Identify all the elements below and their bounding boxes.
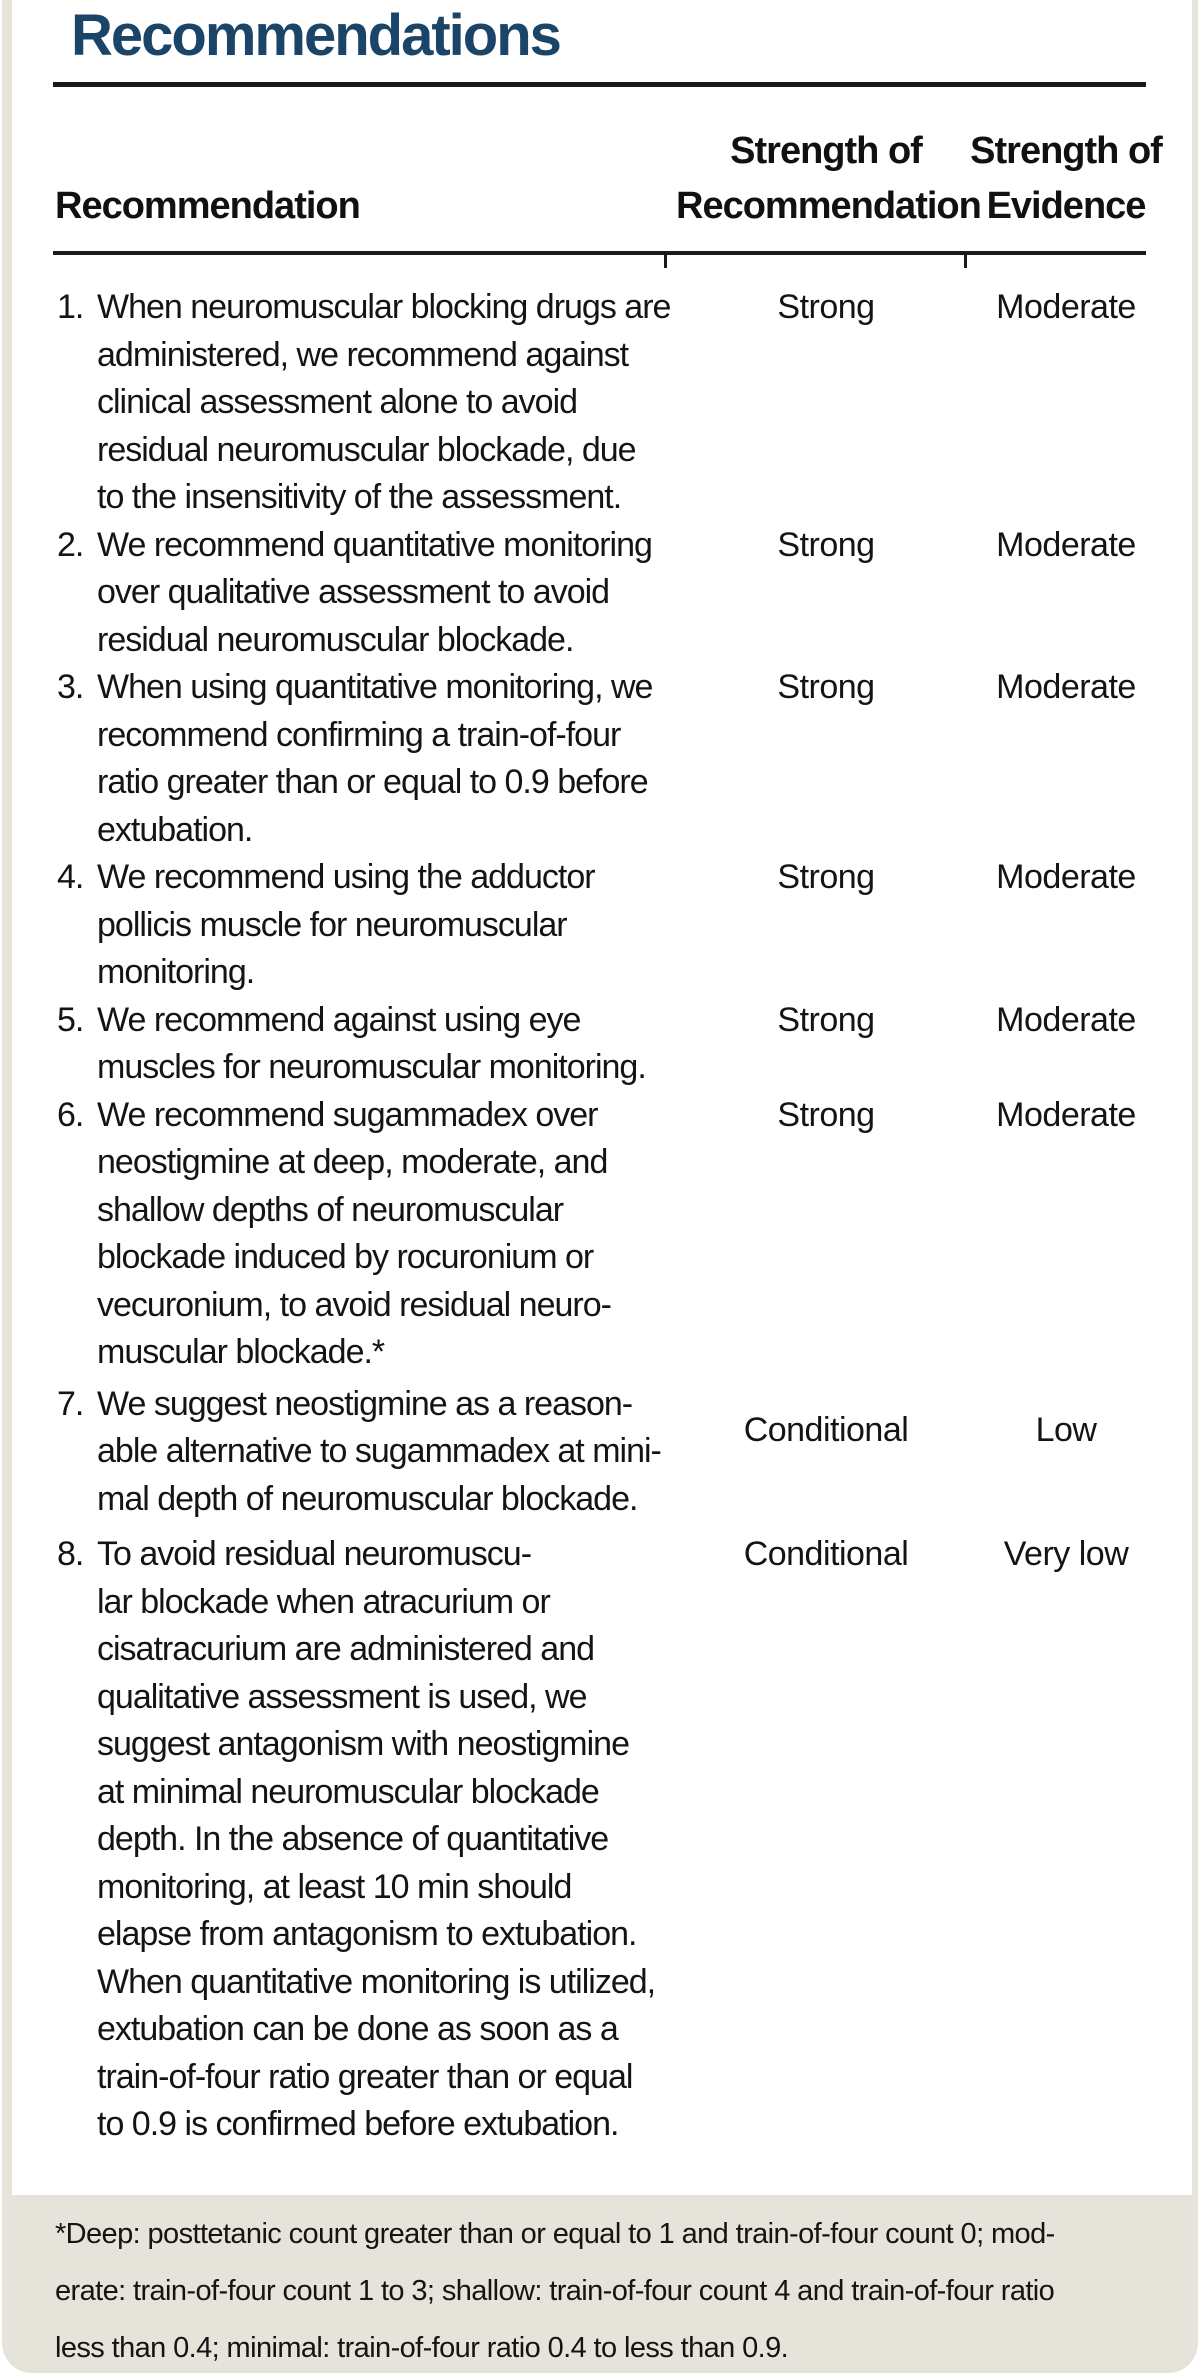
- strength-of-evidence-value: Low: [1035, 1410, 1097, 1449]
- strength-of-recommendation-value: Strong: [777, 858, 875, 896]
- table-row: [0, 664, 1200, 854]
- recommendation-text-line: ratio greater than or equal to 0.9 before: [97, 763, 648, 801]
- strength-of-recommendation-value: Strong: [777, 525, 875, 564]
- strength-of-evidence-value: Moderate: [996, 1095, 1136, 1134]
- column-header-line: Recommendation: [676, 185, 981, 227]
- recommendation-text-line: neostigmine at deep, moderate, and: [97, 1143, 608, 1181]
- table-rows: [0, 284, 1200, 2149]
- recommendation-text-line: depth. In the absence of quantitative: [97, 1820, 609, 1858]
- recommendation-text-line: lar blockade when atracurium or: [97, 1582, 550, 1621]
- recommendation-text-line: We recommend against using eye: [97, 1000, 581, 1039]
- strength-of-recommendation-value: Conditional: [743, 1410, 909, 1449]
- strength-of-evidence-value: Moderate: [996, 525, 1136, 564]
- recommendation-text-line: train-of-four ratio greater than or equal: [97, 2057, 633, 2096]
- row-number: 8.: [57, 1535, 84, 1573]
- row-number: 2.: [57, 525, 84, 564]
- column-divider-tick: [964, 251, 967, 268]
- column-divider-tick: [664, 251, 667, 268]
- recommendation-text-line: We recommend quantitative monitoring: [97, 525, 652, 564]
- recommendation-text-line: elapse from antagonism to extubation.: [97, 1915, 637, 1953]
- footnote: [55, 2206, 1055, 2377]
- strength-of-evidence-value: Moderate: [996, 1000, 1136, 1039]
- column-header-line: Strength of: [970, 130, 1162, 172]
- recommendation-text-line: muscular blockade.*: [97, 1333, 385, 1371]
- header-rule: [53, 251, 1146, 255]
- footnote-line: erate: train-of-four count 1 to 3; shallow: train-of-four count 4 and train-of-four ratio: [55, 2275, 1055, 2307]
- recommendation-text-line: monitoring.: [97, 953, 255, 991]
- column-header-strength-of-evidence: [956, 124, 1176, 234]
- strength-of-recommendation-value: Strong: [777, 288, 875, 326]
- footnote-line: *Deep: posttetanic count greater than or equal to 1 and train-of-four count 0; mod-: [55, 2218, 1055, 2250]
- recommendation-text-line: We suggest neostigmine as a reason-: [97, 1384, 633, 1423]
- column-header-recommendation: Recommendation: [55, 185, 360, 227]
- recommendation-text-line: cisatracurium are administered and: [97, 1630, 595, 1668]
- recommendation-text-line: extubation can be done as soon as a: [97, 2010, 618, 2048]
- recommendation-text-line: To avoid residual neuromuscu-: [97, 1535, 532, 1573]
- row-number: 1.: [57, 288, 84, 326]
- recommendation-text-line: blockade induced by rocuronium or: [97, 1238, 594, 1276]
- recommendation-text-line: qualitative assessment is used, we: [97, 1677, 587, 1716]
- recommendation-text-line: recommend confirming a train-of-four: [97, 715, 621, 754]
- top-rule: [53, 82, 1146, 87]
- strength-of-recommendation-value: Strong: [777, 1000, 875, 1039]
- strength-of-recommendation-value: Strong: [777, 1095, 875, 1134]
- recommendation-text-line: We recommend sugammadex over: [97, 1095, 598, 1134]
- strength-of-evidence-value: Moderate: [996, 858, 1136, 896]
- recommendation-text-line: When neuromuscular blocking drugs are: [97, 288, 671, 326]
- table-row: [0, 1092, 1200, 1377]
- strength-of-evidence-value: Moderate: [996, 668, 1136, 706]
- column-header-strength-of-recommendation: [676, 124, 981, 234]
- row-number: 6.: [57, 1095, 84, 1134]
- row-number: 3.: [57, 668, 84, 706]
- row-number: 7.: [57, 1384, 84, 1423]
- recommendation-text-line: to the insensitivity of the assessment.: [97, 478, 622, 516]
- strength-of-evidence-value: Moderate: [996, 288, 1136, 326]
- recommendation-text-line: suggest antagonism with neostigmine: [97, 1725, 629, 1763]
- recommendation-text-line: pollicis muscle for neuromuscular: [97, 905, 567, 944]
- strength-of-recommendation-value: Conditional: [743, 1535, 909, 1573]
- recommendation-text-line: residual neuromuscular blockade.: [97, 620, 574, 659]
- recommendation-text-line: residual neuromuscular blockade, due: [97, 430, 636, 469]
- recommendation-text-line: at minimal neuromuscular blockade: [97, 1772, 599, 1811]
- table-row: [0, 1381, 1200, 1524]
- strength-of-evidence-value: Very low: [1003, 1535, 1129, 1573]
- table-row: [0, 854, 1200, 997]
- column-header-line: Evidence: [986, 185, 1146, 227]
- recommendation-text-line: extubation.: [97, 810, 253, 849]
- recommendation-text-line: clinical assessment alone to avoid: [97, 383, 578, 421]
- recommendation-text-line: When quantitative monitoring is utilized,: [97, 1962, 656, 2001]
- recommendation-text-line: When using quantitative monitoring, we: [97, 668, 653, 706]
- table-row: [0, 522, 1200, 665]
- recommendation-text: [97, 1531, 1200, 2149]
- recommendation-text-line: monitoring, at least 10 min should: [97, 1867, 572, 1906]
- recommendation-text-line: mal depth of neuromuscular blockade.: [97, 1479, 638, 1518]
- recommendation-text-line: We recommend using the adductor: [97, 858, 595, 896]
- recommendation-text-line: shallow depths of neuromuscular: [97, 1190, 564, 1229]
- recommendation-text-line: over qualitative assessment to avoid: [97, 573, 610, 611]
- recommendation-text-line: to 0.9 is confirmed before extubation.: [97, 2105, 619, 2143]
- page-title: Recommendations: [71, 3, 560, 68]
- strength-of-recommendation-value: Strong: [777, 668, 875, 706]
- column-header-line: Strength of: [730, 130, 922, 172]
- table-row: [0, 1531, 1200, 2149]
- table-row: [0, 997, 1200, 1092]
- row-number: 5.: [57, 1000, 84, 1039]
- row-number: 4.: [57, 858, 84, 896]
- recommendation-text-line: vecuronium, to avoid residual neuro-: [97, 1285, 611, 1324]
- table-row: [0, 284, 1200, 522]
- recommendation-text-line: administered, we recommend against: [97, 335, 629, 374]
- recommendation-text-line: able alternative to sugammadex at mini-: [97, 1432, 661, 1470]
- recommendation-text-line: muscles for neuromuscular monitoring.: [97, 1048, 646, 1086]
- footnote-line: less than 0.4; minimal: train-of-four ratio 0.4 to less than 0.9.: [55, 2332, 789, 2364]
